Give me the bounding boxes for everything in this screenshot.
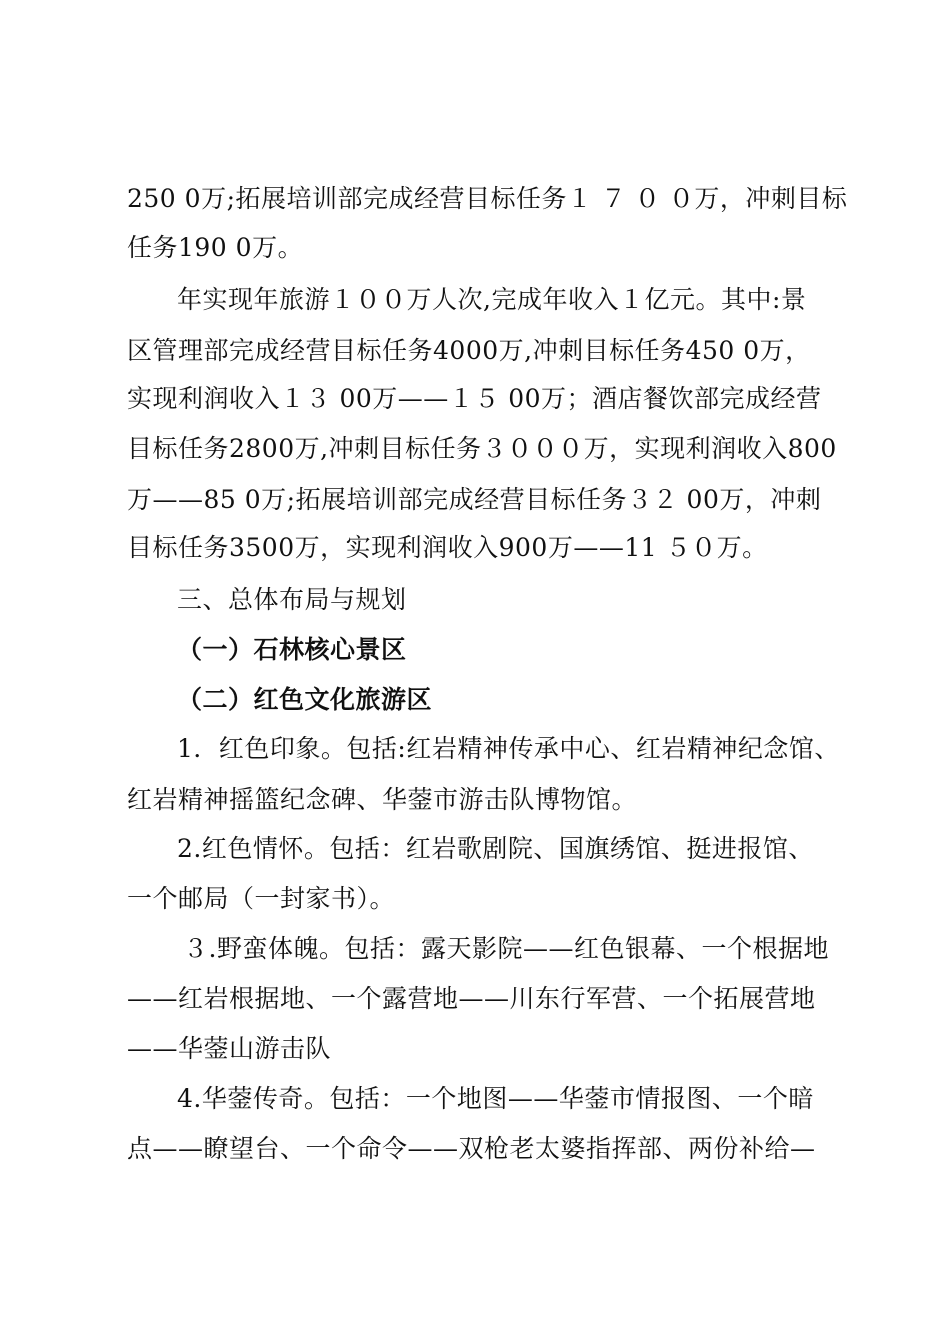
text-line: ——华蓥山游击队 <box>127 1034 332 1063</box>
subsection-heading: （二）红色文化旅游区 <box>177 685 433 714</box>
text-line: 实现利润收入１３ 00万——１５ 00万；酒店餐饮部完成经营 <box>127 384 822 413</box>
text-line: 4.华蓥传奇。包括：一个地图——华蓥市情报图、一个暗 <box>177 1084 814 1113</box>
text-line: 任务190 0万。 <box>127 233 304 262</box>
text-line: ３.野蛮体魄。包括：露天影院——红色银幕、一个根据地 <box>183 934 829 963</box>
subsection-heading: （一）石林核心景区 <box>177 635 407 664</box>
text-line: 1．红色印象。包括:红岩精神传承中心、红岩精神纪念馆、 <box>177 734 840 763</box>
text-line: ——红岩根据地、一个露营地——川东行军营、一个拓展营地 <box>127 984 816 1013</box>
text-line: 目标任务3500万，实现利润收入900万——11 ５０万。 <box>127 533 768 562</box>
text-line: 250 0万;拓展培训部完成经营目标任务１ ７ ０ ０万，冲刺目标 <box>127 184 848 213</box>
text-line: 红岩精神摇篮纪念碑、华蓥市游击队博物馆。 <box>127 785 638 814</box>
section-heading: 三、总体布局与规划 <box>177 585 407 614</box>
text-line: 一个邮局（一封家书）。 <box>127 884 396 913</box>
text-line: 点——瞭望台、一个命令——双枪老太婆指挥部、两份补给— <box>127 1134 816 1163</box>
text-line: 目标任务2800万,冲刺目标任务３０００万，实现利润收入800 <box>127 434 837 463</box>
text-line: 区管理部完成经营目标任务4000万,冲刺目标任务450 0万， <box>127 336 811 365</box>
text-line: 年实现年旅游１００万人次,完成年收入１亿元。其中:景 <box>177 285 807 314</box>
text-line: 2.红色情怀。包括：红岩歌剧院、国旗绣馆、挺进报馆、 <box>177 834 814 863</box>
text-line: 万——85 0万;拓展培训部完成经营目标任务３２ 00万，冲刺 <box>127 485 822 514</box>
